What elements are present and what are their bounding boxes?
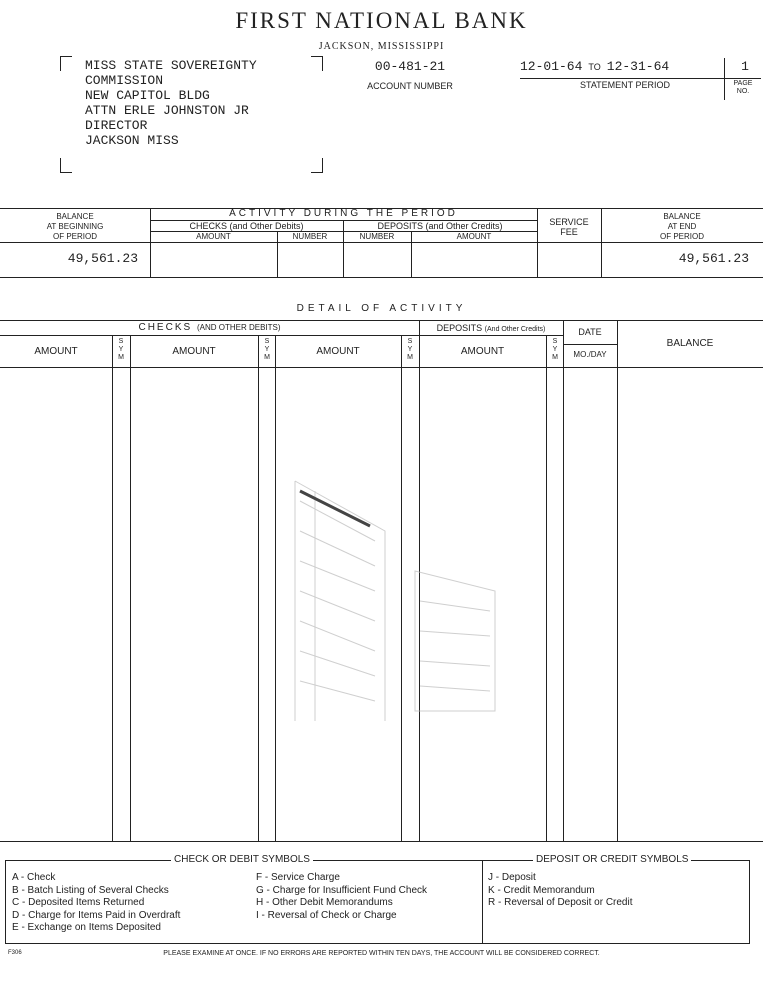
page-number-label [724,78,761,100]
address-bracket-tr [311,56,323,71]
deposits-number-label: NUMBER [359,232,395,241]
divider [0,242,763,243]
statement-period [520,59,669,74]
page-no-label: NO. [736,88,750,95]
symbol-item: K - Credit Memorandum [488,884,595,896]
divider [546,335,547,841]
divider [0,335,563,336]
sym-label: S Y M [552,338,558,361]
address-line: JACKSON MISS [85,133,179,148]
checks-label: CHECKS (and Other Debits) [189,221,304,231]
period-to: 12-31-64 [606,59,670,74]
period-from: 12-01-64 [520,59,583,74]
activity-label: ACTIVITY DURING THE PERIOD [229,208,458,219]
symbols-legend [5,854,750,944]
begin-balance-value: 49,561.23 [67,251,138,266]
begin-balance-label: BALANCE AT BEGINNING OF PERIOD [46,212,104,241]
debit-symbols-header: CHECK OR DEBIT SYMBOLS [171,854,313,865]
divider [112,335,113,841]
date-label: DATE [578,327,602,337]
page-label: PAGE [733,80,753,87]
debit-symbols-list-1 [12,872,180,935]
symbol-item: C - Deposited Items Returned [12,897,145,908]
deposits-header: DEPOSITS (And Other Credits) [436,323,546,333]
address-line: MISS STATE SOVEREIGNTY [85,58,257,73]
symbol-item: A - Check [12,872,56,883]
form-number: F306 [8,950,22,956]
credit-symbols-header: DEPOSIT OR CREDIT SYMBOLS [533,854,691,865]
divider [0,367,763,368]
balance-label: BALANCE [666,338,714,349]
footer-notice: PLEASE EXAMINE AT ONCE. IF NO ERRORS ARE REPORTED WITHIN TEN DAYS, THE ACCOUNT WILL BE CONSIDERED CORRECT. [163,950,600,957]
deposits-label: DEPOSITS (and Other Credits) [377,221,503,231]
end-balance-value: 49,561.23 [678,251,749,266]
service-fee-label: SERVICE FEE [549,217,589,237]
symbol-item: D - Charge for Items Paid in Overdraft [12,909,181,921]
period-to-word: TO [588,62,601,72]
divider [482,861,483,943]
symbol-item: H - Other Debit Memorandums [256,897,393,908]
credit-symbols-list [488,872,633,910]
divider [130,335,131,841]
amount-label: AMOUNT [460,346,505,357]
divider [563,344,617,345]
amount-label: AMOUNT [34,346,78,357]
summary-table [0,208,763,278]
moday-label: MO./DAY [573,350,607,359]
symbol-item: J - Deposit [488,872,536,883]
symbol-item: G - Charge for Insufficient Fund Check [256,884,428,896]
address-bracket-bl [60,158,72,173]
divider [617,321,618,841]
checks-number-label: NUMBER [292,232,328,241]
address-line: ATTN ERLE JOHNSTON JR [85,103,249,118]
debit-symbols-list-2 [256,872,427,922]
checks-amount-label: AMOUNT [196,232,231,241]
building-watermark [255,471,515,731]
amount-label: AMOUNT [172,346,216,357]
address-line: NEW CAPITOL BLDG [85,88,210,103]
divider [563,321,564,841]
account-number-label: ACCOUNT NUMBER [367,81,453,91]
symbol-item: I - Reversal of Check or Charge [256,909,397,921]
sym-label: S Y M [264,338,270,361]
statement-period-label: STATEMENT PERIOD [520,78,730,90]
page-divider [724,58,725,80]
detail-title: DETAIL OF ACTIVITY [296,303,467,314]
address-bracket-br [311,158,323,173]
amount-label: AMOUNT [316,346,360,357]
account-number: 00-481-21 [374,59,446,74]
bank-city: JACKSON, MISSISSIPPI [318,41,445,52]
detail-table [0,320,763,842]
symbol-item: R - Reversal of Deposit or Credit [488,897,633,908]
deposits-amount-label: AMOUNT [456,232,492,241]
checks-header: CHECKS (AND OTHER DEBITS) [138,322,281,333]
symbol-item: E - Exchange on Items Deposited [12,922,161,933]
sym-label: S Y M [407,338,413,361]
end-balance-label: BALANCE AT END OF PERIOD [659,212,704,241]
mailing-address [85,58,257,148]
bank-name: FIRST NATIONAL BANK [235,8,528,33]
address-line: COMMISSION [85,73,164,88]
address-line: DIRECTOR [85,118,148,133]
symbol-item: F - Service Charge [256,872,340,883]
page-number: 1 [741,59,749,74]
address-bracket-tl [60,56,72,71]
sym-label: S Y M [118,338,124,361]
symbol-item: B - Batch Listing of Several Checks [12,884,169,896]
